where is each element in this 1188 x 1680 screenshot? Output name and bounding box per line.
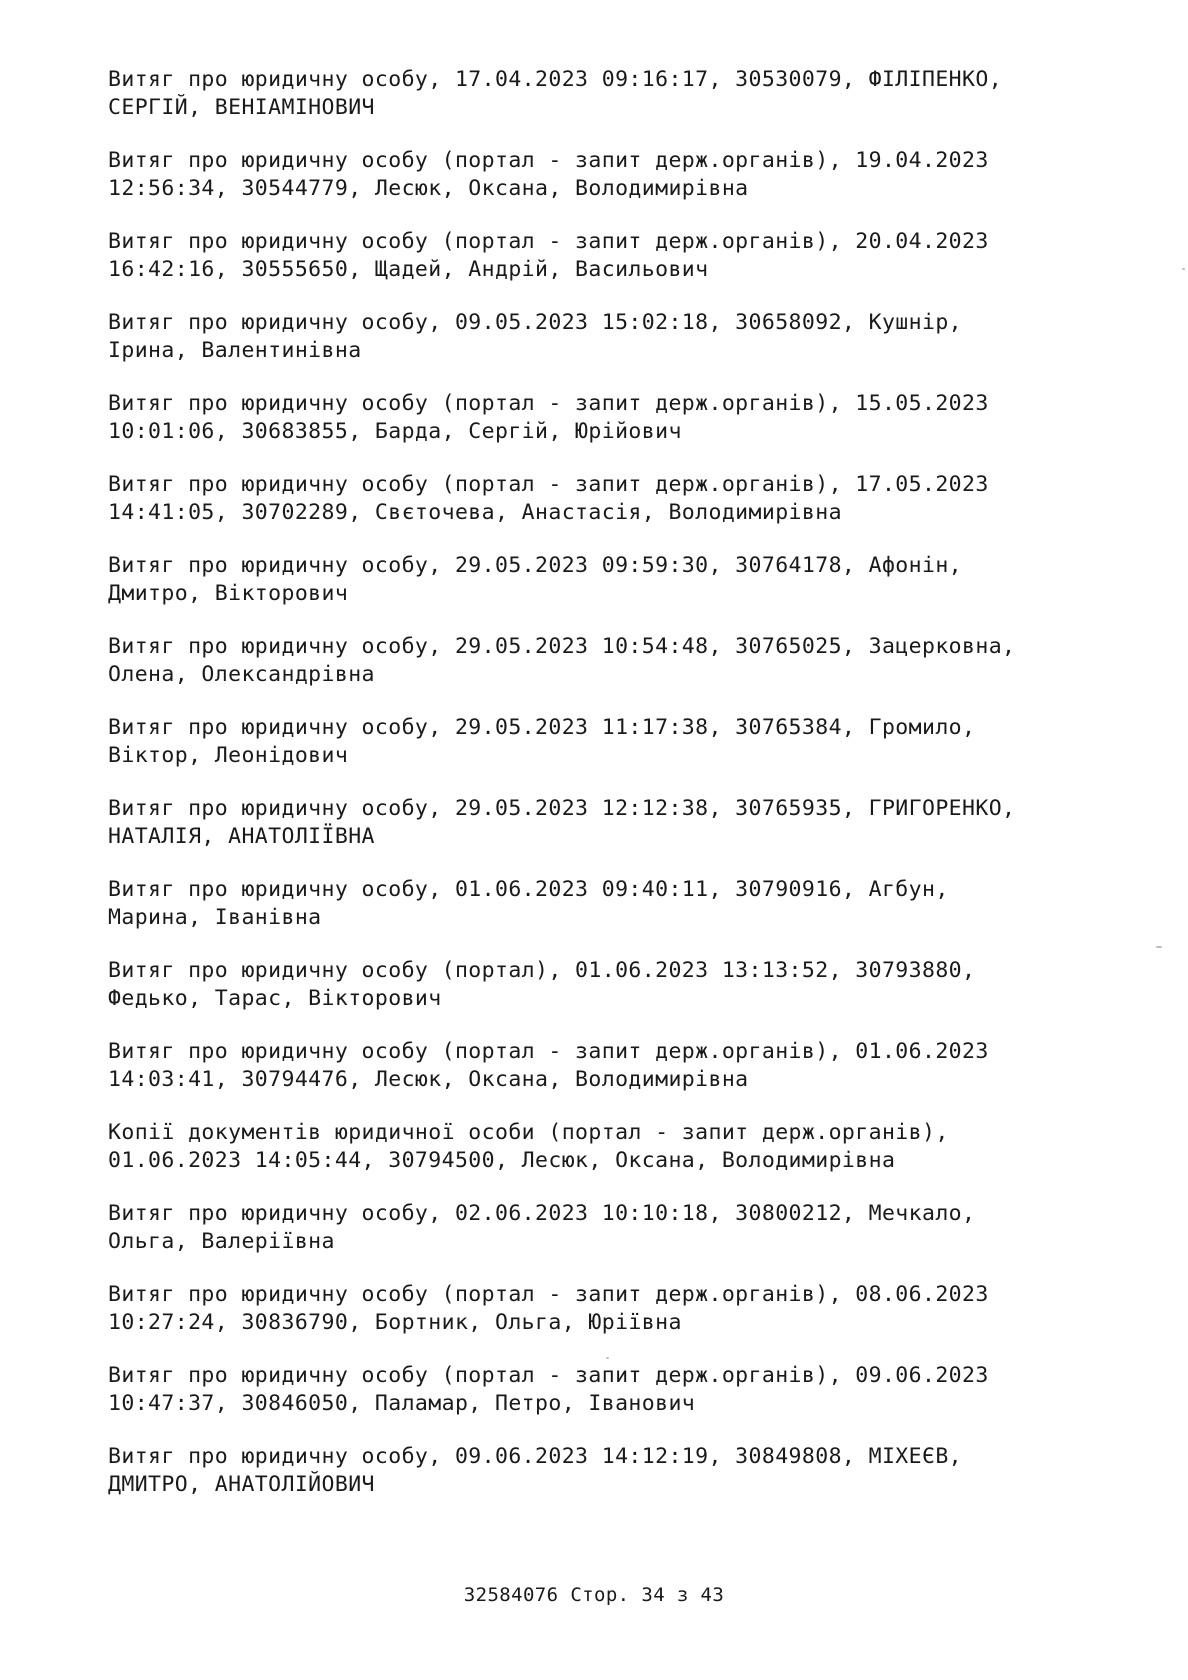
log-entry: Витяг про юридичну особу, 02.06.2023 10:10:18, 30800212, Мечкало, Ольга, Валеріївна — [108, 1201, 976, 1254]
request-log-list — [108, 66, 1108, 1524]
scan-speck — [606, 1357, 609, 1359]
log-entry: Витяг про юридичну особу, 09.06.2023 14:12:19, 30849808, МІХЕЄВ, ДМИТРО, АНАТОЛІЙОВИЧ — [108, 1444, 963, 1497]
scan-speck — [1156, 946, 1162, 948]
log-entry: Витяг про юридичну особу, 17.04.2023 09:16:17, 30530079, ФІЛІПЕНКО, СЕРГІЙ, ВЕНІАМІНОВИЧ — [108, 67, 1003, 120]
log-entry: Витяг про юридичну особу, 09.05.2023 15:02:18, 30658092, Кушнір, Ірина, Валентинівна — [108, 310, 963, 363]
log-entry: Витяг про юридичну особу (портал - запит держ.органів), 17.05.2023 14:41:05, 30702289, Свєточева, Анастасія, Володимирівна — [108, 472, 989, 525]
log-entry: Витяг про юридичну особу, 29.05.2023 10:54:48, 30765025, Зацерковна, Олена, Олександрівна — [108, 634, 1016, 687]
page-footer: 32584076 Стор. 34 з 43 — [463, 1584, 725, 1606]
scan-speck — [1182, 268, 1185, 270]
log-entry: Витяг про юридичну особу (портал - запит держ.органів), 01.06.2023 14:03:41, 30794476, Лесюк, Оксана, Володимирівна — [108, 1039, 989, 1092]
log-entry: Витяг про юридичну особу (портал - запит держ.органів), 20.04.2023 16:42:16, 30555650, Щадей, Андрій, Васильович — [108, 229, 989, 282]
log-entry: Витяг про юридичну особу, 29.05.2023 11:17:38, 30765384, Громило, Віктор, Леонідович — [108, 715, 976, 768]
log-entry: Витяг про юридичну особу, 29.05.2023 12:12:38, 30765935, ГРИГОРЕНКО, НАТАЛІЯ, АНАТОЛІЇВНА — [108, 796, 1016, 849]
log-entry: Витяг про юридичну особу (портал - запит держ.органів), 08.06.2023 10:27:24, 30836790, Бортник, Ольга, Юріївна — [108, 1282, 989, 1335]
log-entry: Витяг про юридичну особу (портал - запит держ.органів), 19.04.2023 12:56:34, 30544779, Лесюк, Оксана, Володимирівна — [108, 148, 989, 201]
log-entry: Витяг про юридичну особу (портал - запит держ.органів), 09.06.2023 10:47:37, 30846050, Паламар, Петро, Іванович — [108, 1363, 989, 1416]
log-entry: Витяг про юридичну особу (портал - запит держ.органів), 15.05.2023 10:01:06, 30683855, Барда, Сергій, Юрійович — [108, 391, 989, 444]
log-entry: Копії документів юридичної особи (портал - запит держ.органів), 01.06.2023 14:05:44, 30794500, Лесюк, Оксана, Володимирівна — [108, 1120, 949, 1173]
log-entry: Витяг про юридичну особу, 29.05.2023 09:59:30, 30764178, Афонін, Дмитро, Вікторович — [108, 553, 963, 606]
log-entry: Витяг про юридичну особу, 01.06.2023 09:40:11, 30790916, Агбун, Марина, Іванівна — [108, 877, 949, 930]
log-entry: Витяг про юридичну особу (портал), 01.06.2023 13:13:52, 30793880, Федько, Тарас, Вікторович — [108, 958, 976, 1011]
